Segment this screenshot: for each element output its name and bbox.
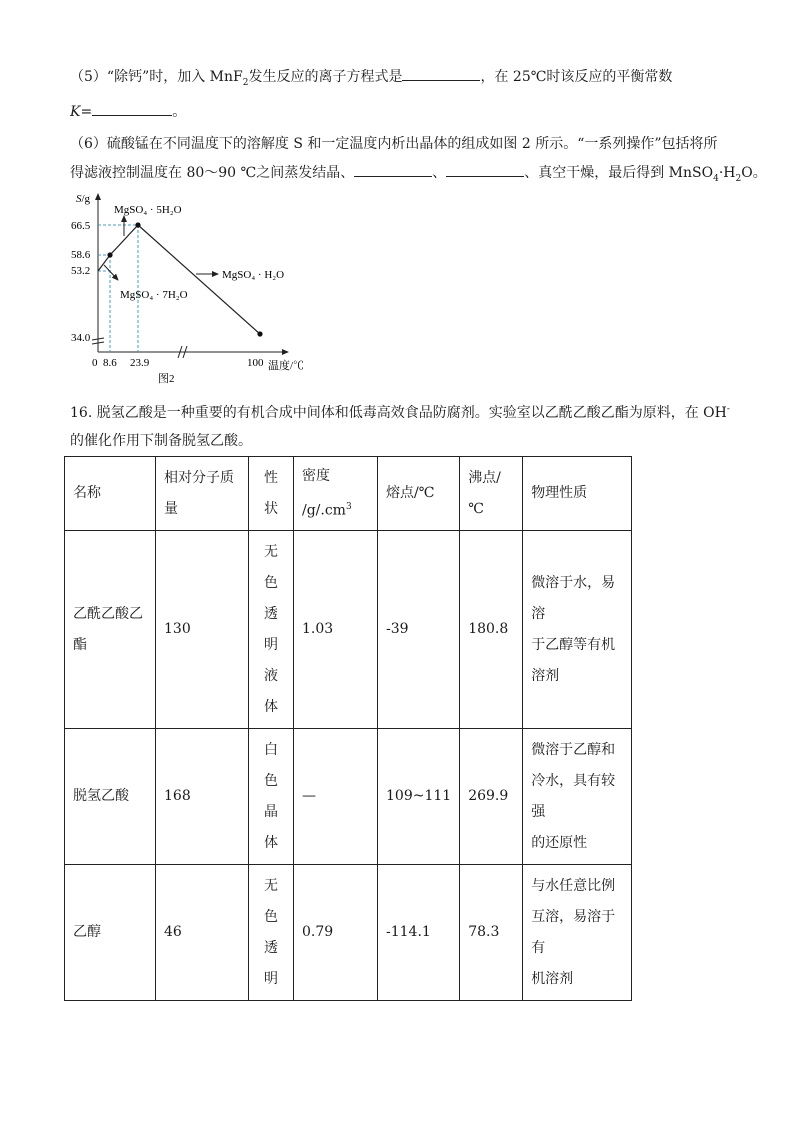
x-tick-label: 23.9 [130, 357, 150, 369]
q16-line-1: 16. 脱氢乙酸是一种重要的有机合成中间体和低毒高效食品防腐剂。实验室以乙酰乙酸乙酯为原料，在 OH- [70, 404, 730, 421]
cell-mp: 109~111 [378, 729, 460, 865]
annotation-7h2o: MgSO₄ · 7H₂O [120, 289, 188, 301]
cell-props: 微溶于水，易溶 于乙醇等有机 溶剂 [523, 531, 632, 729]
header-mass: 相对分子质 量 [156, 457, 249, 531]
cell-state: 白 色 晶 体 [249, 729, 294, 865]
cell-name: 脱氢乙酸 [65, 729, 156, 865]
cell-density: 1.03 [294, 531, 378, 729]
x-tick-label: 8.6 [103, 357, 117, 369]
cell-mp: -114.1 [378, 865, 460, 1001]
cell-density: 0.79 [294, 865, 378, 1001]
cell-name: 乙酰乙酸乙 酯 [65, 531, 156, 729]
answer-blank[interactable] [446, 162, 524, 177]
cell-mp: -39 [378, 531, 460, 729]
q16-line-2: 的催化作用下制备脱氢乙酸。 [70, 433, 252, 449]
answer-blank[interactable] [92, 101, 172, 116]
answer-blank[interactable] [354, 162, 432, 177]
x-tick-label: 100 [247, 357, 264, 369]
arrow [104, 265, 118, 280]
y-tick-label: 66.5 [71, 220, 91, 232]
cell-props: 微溶于乙醇和 冷水，具有较强 的还原性 [523, 729, 632, 865]
cell-bp: 78.3 [460, 865, 523, 1001]
header-bp: 沸点/℃ [460, 457, 523, 531]
properties-table [64, 456, 632, 1001]
q5-line-2: K= 。 [70, 101, 186, 121]
table-row [65, 729, 632, 865]
q6-line-1: （6）硫酸锰在不同温度下的溶解度 S 和一定温度内析出晶体的组成如图 2 所示。“一系列操作”包括将所 [70, 136, 718, 152]
x-tick-label: 0 [92, 357, 98, 369]
y-tick-label: 58.6 [71, 249, 91, 261]
header-density: 密度 $/g/.cm^3$ [294, 457, 378, 531]
data-point [107, 252, 112, 257]
cell-mass: 168 [156, 729, 249, 865]
cell-state: 无 色 透 明 [249, 865, 294, 1001]
solubility-chart [70, 188, 330, 386]
data-point [135, 222, 140, 227]
table-row [65, 865, 632, 1001]
x-axis-label: 温度/℃ [268, 360, 305, 372]
cell-mass: 46 [156, 865, 249, 1001]
data-point [257, 331, 262, 336]
header-props: 物理性质 [523, 457, 632, 531]
cell-state: 无 色 透 明 液 体 [249, 531, 294, 729]
header-name: 名称 [65, 457, 156, 531]
annotation-5h2o: MgSO₄ · 5H₂O [114, 204, 182, 216]
header-mp: 熔点/℃ [378, 457, 460, 531]
cell-bp: 180.8 [460, 531, 523, 729]
header-state: 性 状 [249, 457, 294, 531]
cell-bp: 269.9 [460, 729, 523, 865]
cell-props: 与水任意比例 互溶，易溶于有 机溶剂 [523, 865, 632, 1001]
q5-line-1: （5）“除钙”时，加入 MnF$_2$发生反应的离子方程式是 ，在 25℃时该反应的平衡常数 [70, 66, 672, 88]
table-row [65, 531, 632, 729]
annotation-h2o: MgSO₄ · H₂O [222, 269, 285, 281]
y-axis-label: S/g [76, 193, 91, 205]
q6-line-2: 得滤液控制温度在 80～90 ℃之间蒸发结晶、 、 、真空干燥，最后得到 $MnSO_4\cdot H_2O$。 [70, 162, 767, 184]
cell-mass: 130 [156, 531, 249, 729]
y-tick-label: 53.2 [71, 265, 91, 277]
cell-name: 乙醇 [65, 865, 156, 1001]
figure-caption: 图2 [158, 373, 175, 385]
y-tick-label: 34.0 [71, 332, 91, 344]
answer-blank[interactable] [402, 66, 480, 81]
table-header-row [65, 457, 632, 531]
cell-density: — [294, 729, 378, 865]
